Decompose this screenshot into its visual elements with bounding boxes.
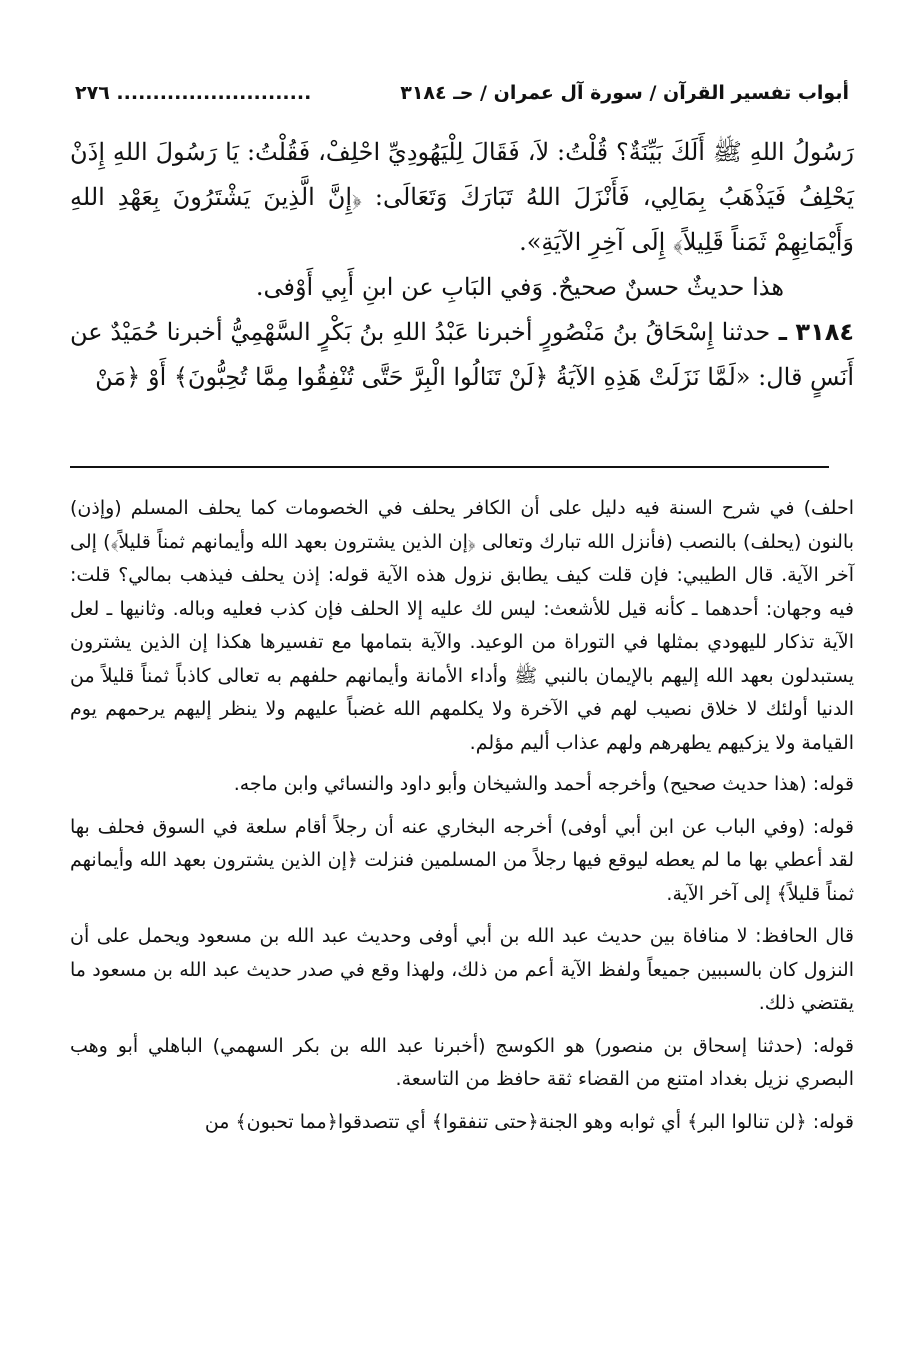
hadith-number: ٣١٨٤	[795, 318, 855, 346]
commentary-paragraph: قال الحافظ: لا منافاة بين حديث عبد الله بن أبي أوفى وحديث عبد الله بن مسعود ويحمل على أن النزول كان بالسببين جميعاً ولفظ الآية أعم من ذلك، ولهذا وقع في صدر حديث عبد الله بن مسعود ما يقتضي ذلك.	[70, 925, 854, 1014]
page-number: ٢٧٦	[75, 82, 110, 104]
hadith-entry	[70, 310, 854, 400]
hadith-text-block	[70, 130, 854, 400]
header-left	[75, 82, 311, 104]
hadith-grade: هذا حديثٌ حسنٌ صحيحٌ. وَفي البَابِ عن ابنِ أَبِي أَوْفى.	[255, 273, 784, 301]
hadith-isnad-text: حدثنا إِسْحَاقُ بنُ مَنْصُورٍ أخبرنا عَبْدُ اللهِ بنُ بَكْرٍ السَّهْمِيُّ أخبرنا حُمَيْدٌ عن أَنَسٍ قال: «لَمَّا نَزَلَتْ هَذِهِ الآيَةُ ﴿لَنْ تَنَالُوا الْبِرَّ حَتَّى تُنْفِقُوا مِمَّا تُحِبُّونَ﴾ أَوْ ﴿مَنْ	[70, 318, 854, 391]
commentary-paragraph: احلف) في شرح السنة فيه دليل على أن الكافر يحلف في الخصومات كما يحلف المسلم (وإذن) بالنون (يحلف) بالنصب (فأنزل الله تبارك وتعالى ﴿إن الذين يشترون بعهد الله وأيمانهم ثمناً قليلاً﴾) إلى آخر الآية. قال الطيبي: فإن قلت كيف يطابق نزول هذه الآية قوله: إذن يحلف فيذهب بمالي؟ قلت: فيه وجهان: أحدهما ـ كأنه قيل للأشعث: ليس لك عليه إلا الحلف فإن كذب فعليه وباله. وثانيها ـ لعل الآية تذكار لليهودي بمثلها في التوراة من الوعيد. والآية بتمامها مع تفسيرها هكذا إن الذين يشترون يستبدلون بعهد الله إليهم بالإيمان بالنبي ﷺ وأداء الأمانة وأيمانهم حلفهم به تعالى كاذباً ثمناً قليلاً من الدنيا أولئك لا خلاق نصيب لهم في الآخرة ولا يكلمهم الله غضباً عليهم ولا ينظر إليهم يرحمهم يوم القيامة ولا يزكيهم يطهرهم ولهم عذاب أليم مؤلم.	[70, 497, 854, 754]
footnote-divider	[70, 466, 829, 468]
commentary-block	[70, 492, 854, 1148]
hadith-continuation: رَسُولُ اللهِ ﷺ أَلَكَ بَيِّنَةٌ؟ قُلْتُ: لاَ، فَقَالَ لِلْيَهُودِيِّ احْلِفْ، فَقُلْتُ: يَا رَسُولَ اللهِ إِذَنْ يَحْلِفُ فَيَذْهَبُ بِمَالِي، فَأَنْزَلَ اللهُ تَبَارَكَ وَتَعَالَى: ﴿إِنَّ الَّذِينَ يَشْتَرُونَ بِعَهْدِ اللهِ وَأَيْمَانِهِمْ ثَمَناً قَلِيلاً﴾ إِلَى آخِرِ الآيَةِ».	[70, 138, 854, 256]
header-leader: ...........................	[109, 82, 312, 104]
commentary-paragraph: قوله: ﴿لن تنالوا البر﴾ أي ثوابه وهو الجنة﴿حتى تنفقوا﴾ أي تتصدقوا﴿مما تحبون﴾ من	[204, 1110, 854, 1133]
commentary-paragraph: قوله: (وفي الباب عن ابن أبي أوفى) أخرجه البخاري عنه أن رجلاً أقام سلعة في السوق فحلف بها لقد أعطي بها ما لم يعطه ليوقع فيها رجلاً من المسلمين فنزلت ﴿إن الذين يشترون بعهد الله وأيمانهم ثمناً قليلاً﴾ إلى آخر الآية.	[70, 815, 854, 905]
running-title: أبواب تفسير القرآن / سورة آل عمران / حـ ٣١٨٤	[400, 82, 849, 104]
commentary-paragraph: قوله: (هذا حديث صحيح) وأخرجه أحمد والشيخان وأبو داود والنسائي وابن ماجه.	[233, 773, 854, 795]
commentary-paragraph: قوله: (حدثنا إسحاق بن منصور) هو الكوسج (أخبرنا عبد الله بن بكر السهمي) الباهلي أبو وهب البصري نزيل بغداد امتنع من القضاء ثقة حافظ من التاسعة.	[70, 1034, 854, 1090]
hadith-dash: ـ	[770, 318, 796, 346]
page-header	[75, 78, 849, 108]
